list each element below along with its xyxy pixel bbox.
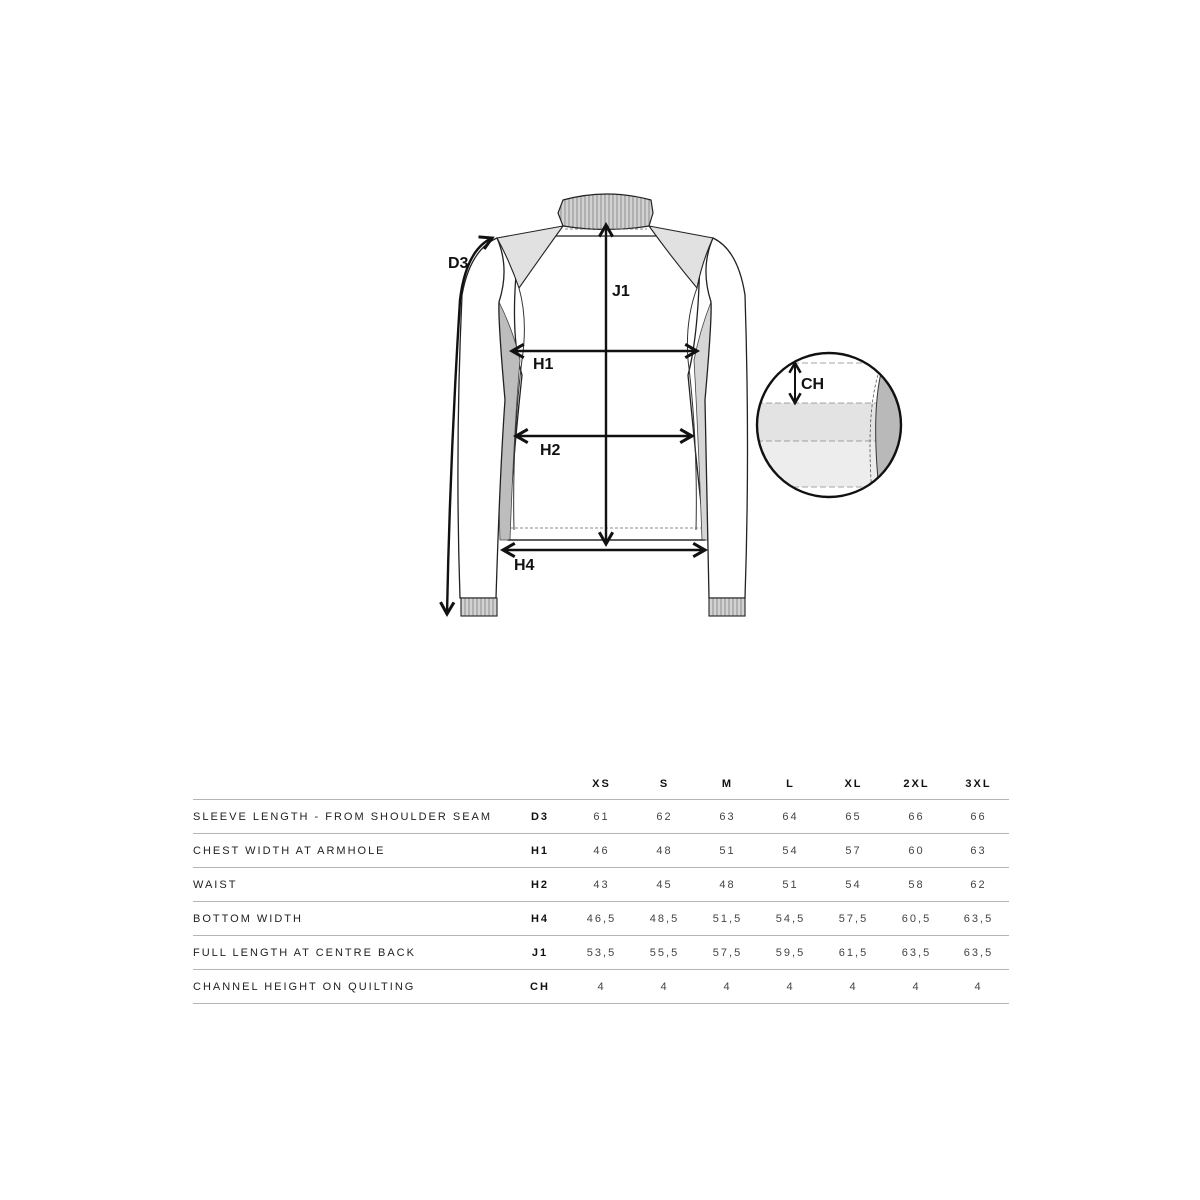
measurement-value: 64 (759, 800, 822, 834)
measurement-value: 58 (885, 868, 948, 902)
quilting-detail-zoom (757, 353, 905, 500)
measurement-value: 51 (759, 868, 822, 902)
measurement-value: 4 (885, 970, 948, 1004)
size-chart-table (193, 768, 1009, 1004)
measurement-value: 45 (633, 868, 696, 902)
measurement-value: 62 (633, 800, 696, 834)
measurement-value: 51,5 (696, 902, 759, 936)
measurement-value: 4 (822, 970, 885, 1004)
measurement-name: FULL LENGTH AT CENTRE BACK (193, 936, 510, 970)
measurement-value: 46,5 (570, 902, 633, 936)
measurement-value: 48,5 (633, 902, 696, 936)
measurement-value: 48 (696, 868, 759, 902)
measurement-code: CH (510, 970, 570, 1004)
measurement-value: 4 (696, 970, 759, 1004)
table-row (193, 800, 1009, 834)
d3-label: D3 (448, 255, 469, 272)
size-header-row (193, 768, 1009, 800)
measurement-code: H4 (510, 902, 570, 936)
right-sleeve (705, 238, 748, 598)
h4-label: H4 (514, 557, 535, 574)
table-row (193, 970, 1009, 1004)
measurement-name: BOTTOM WIDTH (193, 902, 510, 936)
measurement-value: 46 (570, 834, 633, 868)
measurement-value: 4 (633, 970, 696, 1004)
header-code-cell (510, 768, 570, 800)
left-cuff-rib (461, 598, 497, 616)
measurement-name: SLEEVE LENGTH - FROM SHOULDER SEAM (193, 800, 510, 834)
size-header: XS (570, 768, 633, 800)
measurement-name: CHEST WIDTH AT ARMHOLE (193, 834, 510, 868)
size-header: L (759, 768, 822, 800)
measurement-value: 63,5 (885, 936, 948, 970)
measurement-value: 57 (822, 834, 885, 868)
size-header: 3XL (948, 768, 1009, 800)
size-header: 2XL (885, 768, 948, 800)
size-header: XL (822, 768, 885, 800)
table-row (193, 834, 1009, 868)
measurement-value: 4 (570, 970, 633, 1004)
h2-label: H2 (540, 442, 561, 459)
measurement-value: 48 (633, 834, 696, 868)
measurement-value: 61,5 (822, 936, 885, 970)
measurement-value: 63,5 (948, 902, 1009, 936)
collar-rib (558, 194, 653, 230)
measurement-value: 66 (948, 800, 1009, 834)
measurement-value: 63 (948, 834, 1009, 868)
measurement-value: 57,5 (696, 936, 759, 970)
size-header: M (696, 768, 759, 800)
measurement-value: 60 (885, 834, 948, 868)
jacket-illustration (458, 194, 748, 616)
left-sleeve (458, 238, 505, 598)
measurement-value: 43 (570, 868, 633, 902)
measurement-value: 63,5 (948, 936, 1009, 970)
measurement-value: 51 (696, 834, 759, 868)
j1-label: J1 (612, 283, 630, 300)
measurement-value: 4 (948, 970, 1009, 1004)
measurement-code: H1 (510, 834, 570, 868)
measurement-value: 66 (885, 800, 948, 834)
measurement-value: 54 (822, 868, 885, 902)
measurement-value: 65 (822, 800, 885, 834)
measurement-value: 54,5 (759, 902, 822, 936)
table-row (193, 902, 1009, 936)
measurement-code: H2 (510, 868, 570, 902)
measurement-value: 61 (570, 800, 633, 834)
measurement-name: CHANNEL HEIGHT ON QUILTING (193, 970, 510, 1004)
h1-label: H1 (533, 356, 554, 373)
measurement-value: 57,5 (822, 902, 885, 936)
right-cuff-rib (709, 598, 745, 616)
measurement-value: 54 (759, 834, 822, 868)
measurement-value: 63 (696, 800, 759, 834)
size-header: S (633, 768, 696, 800)
table-row (193, 868, 1009, 902)
measurement-value: 60,5 (885, 902, 948, 936)
measurement-name: WAIST (193, 868, 510, 902)
table-row (193, 936, 1009, 970)
measurement-value: 4 (759, 970, 822, 1004)
header-name-cell (193, 768, 510, 800)
ch-label: CH (801, 376, 825, 393)
measurement-code: J1 (510, 936, 570, 970)
measurement-value: 59,5 (759, 936, 822, 970)
measurement-code: D3 (510, 800, 570, 834)
measurement-value: 53,5 (570, 936, 633, 970)
measurement-value: 55,5 (633, 936, 696, 970)
measurement-value: 62 (948, 868, 1009, 902)
